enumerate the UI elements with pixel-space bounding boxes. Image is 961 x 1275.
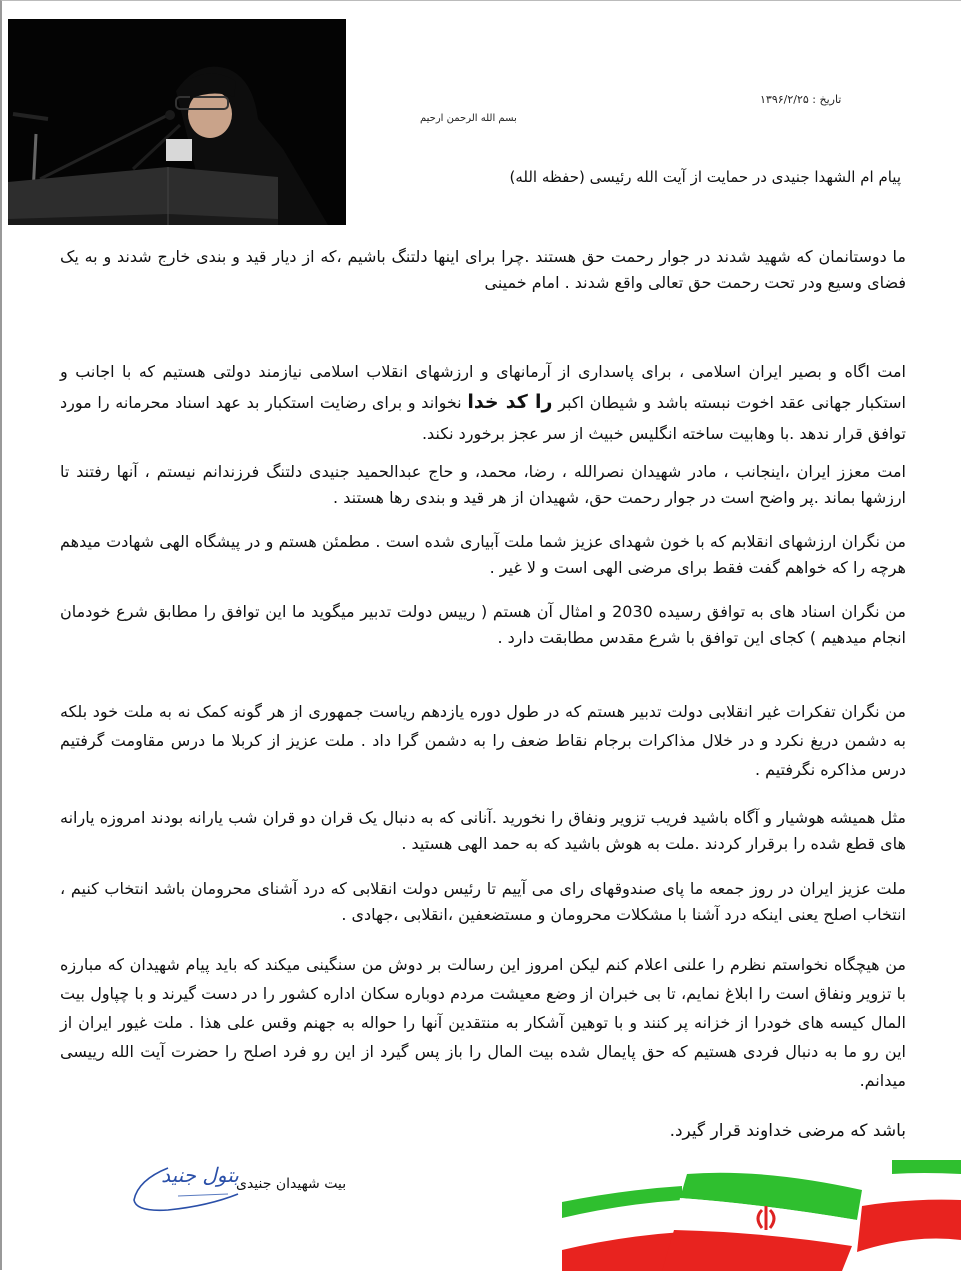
- signature-label: بیت شهیدان جنیدی: [236, 1176, 347, 1192]
- document-title: پیام ام الشهدا جنیدی در حمایت از آیت الله رئیسی (حفظه الله): [509, 168, 901, 186]
- paragraph-2-emphasis: را کد خدا: [467, 391, 553, 413]
- iran-flag-icon: [562, 1160, 961, 1271]
- bismillah-heading: بسم الله الرحمن ارحیم: [420, 113, 517, 124]
- paragraph-1: ما دوستانمان که شهید شدند در جوار رحمت حق هستند .چرا برای اینها دلتنگ باشیم ،که از دیار قید و بندی خارج شدند و به یک فضای وسیع ودر تحت رحمت حق تعالی واقع شدند . امام خمینی: [60, 247, 906, 292]
- paragraph-2: [60, 356, 906, 449]
- paragraph-6: من نگران تفکرات غیر انقلابی دولت تدبیر هستم که در طول دوره یازدهم ریاست جمهوری از هر گونه کمک نه به ملت خود بلکه به دشمن دریغ نکرد و در خلال مذاکرات برجام نقاط ضعف را به دشمن گرا داد . ملت عزیز از کربلا ما درس مقاومت گرفتیم درس مذاکره نگرفتیم .: [60, 702, 906, 779]
- document-date: تاریخ : ۱۳۹۶/۲/۲۵: [760, 93, 842, 106]
- paragraph-9: من هیچگاه نخواستم نظرم را علنی اعلام کنم لیکن امروز این رسالت بر دوش من سنگینی میکند که باید پیام شهیدان که مبارزه با تزویر ونفاق است را ابلاغ نمایم، تا بی خبران از وضع معیشت مردم دوباره سکان اداره کشور را در دست گیرند و با چپاول بیت المال کیسه های خودرا از خزانه پر کنند و با توهین آشکار به منتقدین آنها را حواله به جهنم وقس علی هذا . ملت غیور ایران از این رو ما به دنبال فردی هستیم که حق پایمال شده بیت المال را باز پس گیرد از این رو فرد اصلح را حضرت آیت الله رییسی میدانم.: [60, 955, 906, 1090]
- speaker-at-podium-photo-icon: [8, 19, 346, 225]
- paragraph-4: من نگران ارزشهای انقلابم که با خون شهدای عزیز شما ملت آبیاری شده است . مطمئن هستم و در پیشگاه الهی شهادت میدهم هرچه را که خواهم گفت فقط برای مرضی الهی است و لا غیر .: [60, 532, 906, 577]
- closing-line: باشد که مرضی خداوند قرار گیرد.: [669, 1121, 906, 1141]
- iran-flag-ribbon: [562, 1160, 961, 1271]
- paragraph-3: امت معزز ایران ،اینجانب ، مادر شهیدان نصرالله ، رضا، محمد، و حاج عبدالحمید جنیدی دلتنگ فرزندانم نیستم ، آنها رفتند تا ارزشها بماند .پر واضح است در جوار رحمت حق، شهیدان از هر قید و بندی رها هستند .: [60, 462, 906, 507]
- signature-handwritten-text: بتول جنید: [161, 1163, 239, 1187]
- paragraph-5: من نگران اسناد های به توافق رسیده 2030 و امثال آن هستم ( رییس دولت تدبیر میگوید ما این توافق را مطابق شرع خودمان انجام میدهیم ) کجای این توافق با شرع مقدس مطابقت دارد .: [60, 602, 907, 647]
- paragraph-2-end: نخواند و برای رضایت استکبار بد عهد اسناد محرمانه را مورد توافق قرار ندهد .با وهابیت ساخته انگلیس خبیث از سر عجز برخورد نکند.: [60, 393, 906, 443]
- paragraph-8: ملت عزیز ایران در روز جمعه ما پای صندوقهای رای می آییم تا رئیس دولت انقلابی که درد آشنای محرومان باشد انتخاب کنیم ، انتخاب اصلح یعنی اینکه درد آشنا با مشکلات محرومان و مستضعفین ،انقلابی ،جهادی .: [60, 879, 906, 924]
- speaker-photo: [8, 19, 346, 225]
- paragraph-2-start: امت اگاه و بصیر ایران اسلامی ، برای پاسداری از آرمانهای و ارزشهای انقلاب اسلامی نیازمند دولتی هستیم که با اجانب و استکبار جهانی عقد اخوت نبسته باشد و شیطان اکبر: [60, 362, 907, 412]
- paragraph-7: مثل همیشه هوشیار و آگاه باشید فریب تزویر ونفاق را نخورید .آنانی که به دنبال یک قران دو قران شب یارانه بودند امروزه یارانه های قطع شده را برقرار کردند .ملت به هوش باشید که به حمد الهی هستید .: [60, 808, 906, 853]
